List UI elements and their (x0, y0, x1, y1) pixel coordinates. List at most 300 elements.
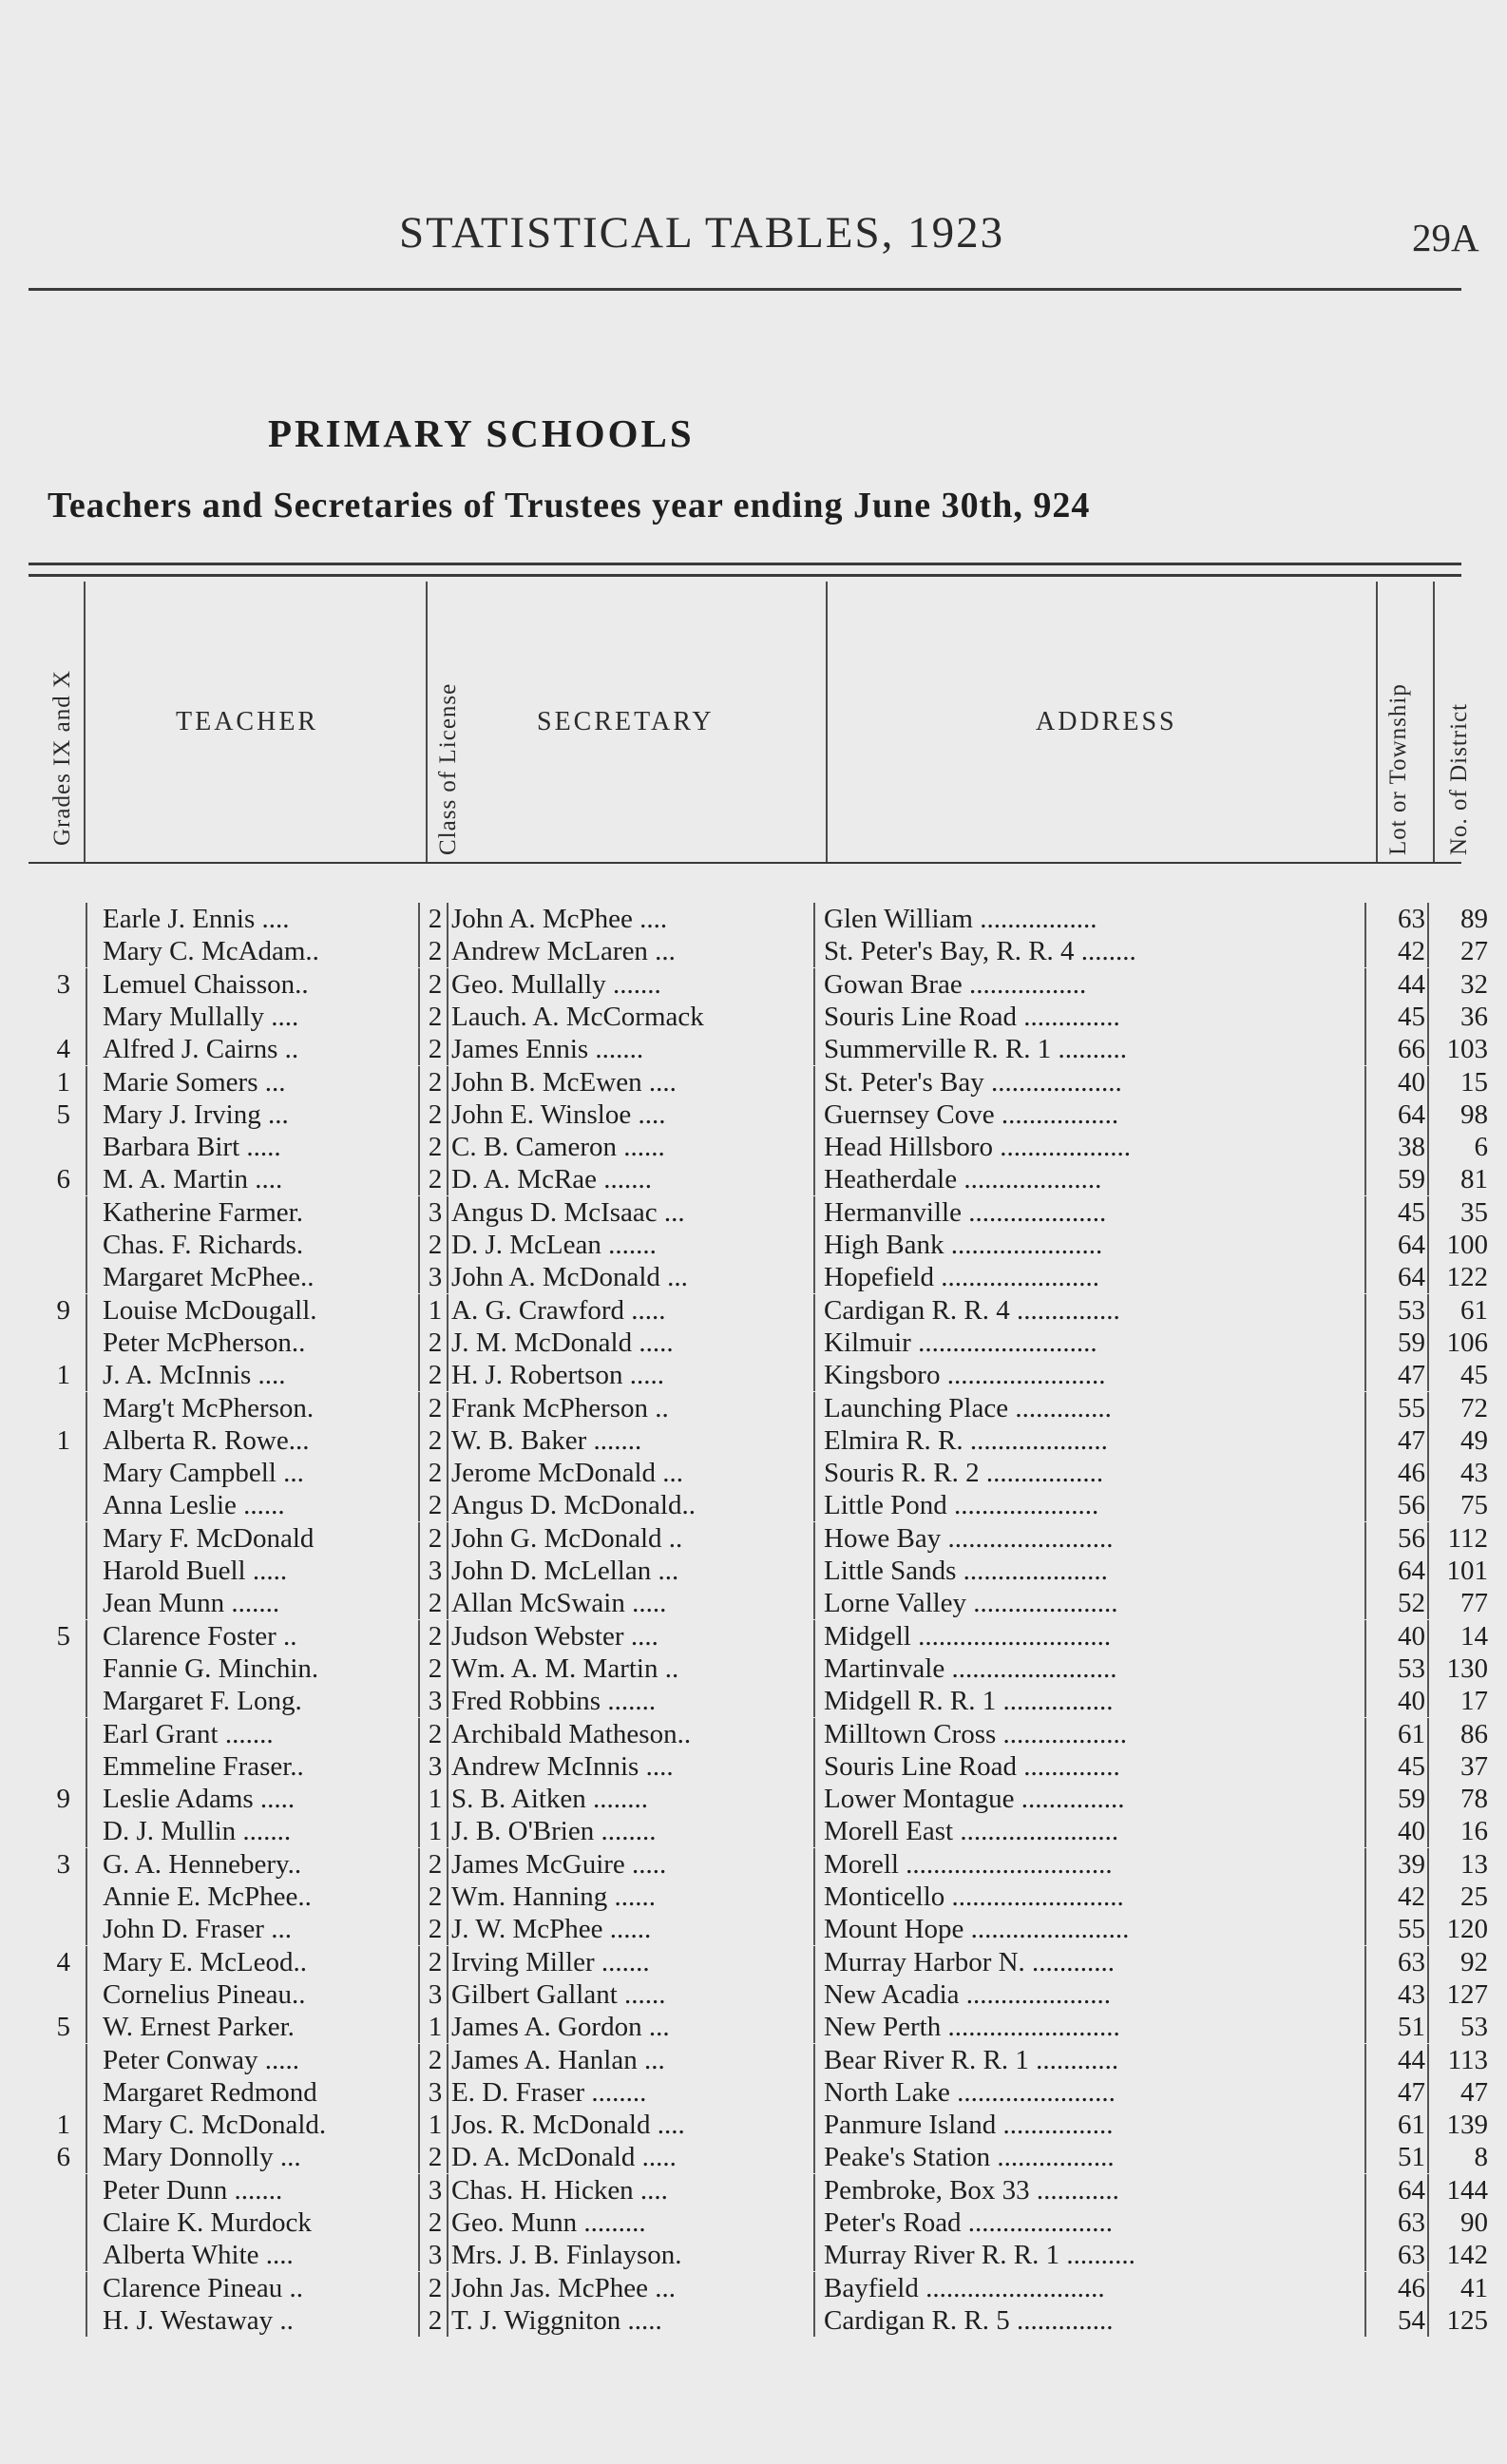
license-class-cell: 2 (428, 2272, 443, 2303)
row-divider (813, 1131, 815, 1163)
row-divider (1364, 1750, 1366, 1783)
row-divider (447, 1392, 448, 1424)
secretary-cell: T. J. Wiggniton ..... (451, 2304, 662, 2336)
secretary-cell: John A. McPhee .... (451, 904, 668, 934)
grade-cell: 6 (56, 2142, 70, 2173)
teacher-cell: Margaret F. Long. (103, 1686, 302, 1717)
district-cell: 17 (1460, 1686, 1488, 1717)
secretary-cell: Irving Miller ....... (451, 1946, 650, 1977)
row-divider (447, 1489, 448, 1521)
row-divider (86, 903, 87, 935)
license-class-cell: 3 (428, 1196, 443, 1228)
district-cell: 14 (1460, 1620, 1488, 1652)
row-divider (1427, 1066, 1429, 1098)
row-divider (86, 1913, 87, 1945)
license-class-cell: 2 (428, 1522, 443, 1554)
row-divider (86, 2011, 87, 2043)
district-cell: 103 (1446, 1034, 1488, 1065)
row-divider (1364, 1098, 1366, 1131)
address-cell: Souris Line Road .............. (824, 1001, 1120, 1032)
district-cell: 98 (1460, 1098, 1488, 1130)
district-cell: 112 (1447, 1522, 1488, 1554)
secretary-cell: D. J. McLean ....... (451, 1230, 657, 1260)
grade-cell: 9 (56, 1294, 70, 1326)
license-class-cell: 2 (428, 1881, 443, 1912)
row-divider (1364, 1718, 1366, 1750)
row-divider (418, 2272, 420, 2304)
address-cell: North Lake ....................... (824, 2076, 1116, 2108)
district-cell: 41 (1460, 2272, 1488, 2303)
row-divider (813, 1001, 815, 1033)
row-divider (813, 2174, 815, 2206)
grade-cell: 1 (56, 1066, 70, 1098)
grade-cell: 9 (56, 1784, 70, 1815)
row-divider (447, 1587, 448, 1619)
table-row (0, 1457, 1507, 1489)
table-row (0, 1522, 1507, 1555)
table-row (0, 1489, 1507, 1521)
lot-cell: 61 (1398, 2110, 1425, 2141)
table-row (0, 2011, 1507, 2043)
row-divider (813, 1978, 815, 2011)
row-divider (86, 1522, 87, 1555)
district-cell: 81 (1460, 1164, 1488, 1195)
row-divider (418, 2304, 420, 2337)
row-divider (813, 968, 815, 1001)
table-row (0, 2044, 1507, 2076)
row-divider (418, 1359, 420, 1391)
teacher-cell: Louise McDougall. (103, 1294, 317, 1326)
lot-cell: 63 (1398, 1946, 1425, 1977)
district-cell: 130 (1446, 1652, 1488, 1684)
teacher-cell: Clarence Foster .. (103, 1620, 297, 1652)
row-divider (86, 1946, 87, 1978)
license-class-cell: 2 (428, 1066, 443, 1098)
row-divider (86, 1848, 87, 1881)
row-divider (447, 935, 448, 967)
row-divider (86, 1750, 87, 1783)
license-class-cell: 2 (428, 1034, 443, 1065)
lot-cell: 54 (1398, 2304, 1425, 2336)
row-divider (447, 1327, 448, 1359)
row-divider (813, 1848, 815, 1881)
row-divider (447, 1522, 448, 1555)
row-divider (418, 1033, 420, 1065)
row-divider (86, 1066, 87, 1098)
row-divider (1427, 1815, 1429, 1847)
teacher-cell: Marg't McPherson. (103, 1392, 315, 1423)
address-cell: Lower Montague ............... (824, 1784, 1125, 1815)
row-divider (447, 1718, 448, 1750)
teacher-cell: G. A. Hennebery.. (103, 1848, 302, 1880)
license-class-cell: 3 (428, 1686, 443, 1717)
table-row (0, 1359, 1507, 1391)
license-class-cell: 2 (428, 1652, 443, 1684)
grade-cell: 5 (56, 2012, 70, 2043)
row-divider (1364, 2272, 1366, 2304)
lot-cell: 45 (1398, 1001, 1425, 1032)
address-cell: Peake's Station ................. (824, 2142, 1115, 2173)
top-rule (29, 288, 1461, 291)
row-divider (1427, 935, 1429, 967)
row-divider (1427, 1131, 1429, 1163)
row-divider (813, 1587, 815, 1619)
table-row (0, 1294, 1507, 1327)
district-cell: 125 (1446, 2304, 1488, 2336)
row-divider (1427, 1392, 1429, 1424)
row-divider (1364, 2109, 1366, 2141)
page-number: 29A (1412, 216, 1479, 259)
row-divider (1364, 1946, 1366, 1978)
teacher-cell: Annie E. McPhee.. (103, 1881, 312, 1912)
column-divider (426, 582, 428, 862)
grade-cell: 5 (56, 1098, 70, 1130)
row-divider (1364, 2206, 1366, 2239)
table-row (0, 1098, 1507, 1131)
address-cell: Bayfield .......................... (824, 2272, 1105, 2303)
license-class-cell: 2 (428, 1490, 443, 1521)
secretary-cell: James A. Hanlan ... (451, 2044, 665, 2075)
address-cell: Hermanville .................... (824, 1196, 1107, 1228)
table-row (0, 1718, 1507, 1750)
row-divider (813, 1359, 815, 1391)
row-divider (418, 1424, 420, 1457)
secretary-cell: Mrs. J. B. Finlayson. (451, 2240, 682, 2271)
row-divider (1364, 1978, 1366, 2011)
header-district: No. of District (1446, 702, 1472, 855)
row-divider (86, 1001, 87, 1033)
table-row (0, 935, 1507, 967)
row-divider (86, 1131, 87, 1163)
table-row (0, 1783, 1507, 1815)
secretary-cell: Angus D. McDonald.. (451, 1490, 696, 1521)
lot-cell: 64 (1398, 2174, 1425, 2206)
row-divider (1364, 1913, 1366, 1945)
license-class-cell: 2 (428, 1424, 443, 1456)
teacher-cell: Mary J. Irving ... (103, 1098, 289, 1130)
secretary-cell: James Ennis ....... (451, 1034, 644, 1065)
district-cell: 139 (1446, 2110, 1488, 2141)
lot-cell: 59 (1398, 1784, 1425, 1815)
row-divider (86, 2206, 87, 2239)
license-class-cell: 1 (428, 2012, 443, 2043)
district-cell: 90 (1460, 2207, 1488, 2238)
lot-cell: 38 (1398, 1132, 1425, 1163)
row-divider (86, 2141, 87, 2173)
address-cell: Martinvale ........................ (824, 1652, 1117, 1684)
license-class-cell: 1 (428, 1816, 443, 1847)
row-divider (1427, 2044, 1429, 2076)
row-divider (813, 1098, 815, 1131)
license-class-cell: 2 (428, 2207, 443, 2238)
row-divider (86, 1359, 87, 1391)
license-class-cell: 2 (428, 2304, 443, 2336)
lot-cell: 40 (1398, 1816, 1425, 1847)
section-title: PRIMARY SCHOOLS (268, 411, 695, 455)
row-divider (418, 1881, 420, 1913)
row-divider (1364, 1327, 1366, 1359)
secretary-cell: John G. McDonald .. (451, 1522, 683, 1554)
row-divider (418, 1229, 420, 1261)
district-cell: 144 (1446, 2174, 1488, 2206)
row-divider (86, 2272, 87, 2304)
license-class-cell: 2 (428, 936, 443, 967)
license-class-cell: 2 (428, 1132, 443, 1163)
row-divider (86, 1327, 87, 1359)
row-divider (1364, 1261, 1366, 1293)
row-divider (1427, 1913, 1429, 1945)
row-divider (1427, 968, 1429, 1001)
row-divider (813, 1229, 815, 1261)
row-divider (813, 1163, 815, 1195)
row-divider (813, 2011, 815, 2043)
secretary-cell: Frank McPherson .. (451, 1392, 669, 1423)
secretary-cell: Gilbert Gallant ...... (451, 1978, 666, 2010)
address-cell: Summerville R. R. 1 .......... (824, 1034, 1127, 1065)
license-class-cell: 3 (428, 2174, 443, 2206)
district-cell: 127 (1446, 1978, 1488, 2010)
row-divider (447, 903, 448, 935)
row-divider (1427, 1652, 1429, 1685)
row-divider (447, 1881, 448, 1913)
address-cell: Murray Harbor N. ............ (824, 1946, 1116, 1977)
row-divider (813, 1522, 815, 1555)
row-divider (418, 1261, 420, 1293)
row-divider (1427, 903, 1429, 935)
table-row (0, 1229, 1507, 1261)
secretary-cell: Geo. Munn ......... (451, 2207, 646, 2238)
row-divider (86, 935, 87, 967)
lot-cell: 46 (1398, 1458, 1425, 1489)
license-class-cell: 2 (428, 1360, 443, 1391)
row-divider (418, 935, 420, 967)
row-divider (447, 1229, 448, 1261)
row-divider (1364, 935, 1366, 967)
row-divider (1364, 1457, 1366, 1489)
license-class-cell: 2 (428, 1620, 443, 1652)
row-divider (813, 935, 815, 967)
header-class: Class of License (435, 682, 461, 855)
row-divider (1427, 2239, 1429, 2271)
row-divider (1364, 1685, 1366, 1717)
secretary-cell: S. B. Aitken ........ (451, 1784, 649, 1815)
teacher-cell: Mary F. McDonald (103, 1522, 315, 1554)
row-divider (813, 1718, 815, 1750)
row-divider (86, 1652, 87, 1685)
row-divider (447, 2304, 448, 2337)
district-cell: 25 (1460, 1881, 1488, 1912)
row-divider (1364, 2304, 1366, 2337)
lot-cell: 43 (1398, 1978, 1425, 2010)
lot-cell: 63 (1398, 2207, 1425, 2238)
row-divider (1427, 1587, 1429, 1619)
row-divider (447, 2239, 448, 2271)
row-divider (1427, 1229, 1429, 1261)
row-divider (447, 2141, 448, 2173)
district-cell: 86 (1460, 1718, 1488, 1749)
header-lot: Lot or Township (1385, 683, 1411, 855)
table-row (0, 1066, 1507, 1098)
row-divider (86, 1098, 87, 1131)
address-cell: Hopefield ....................... (824, 1262, 1099, 1293)
lot-cell: 40 (1398, 1066, 1425, 1098)
license-class-cell: 2 (428, 1588, 443, 1619)
secretary-cell: Andrew McLaren ... (451, 936, 676, 967)
row-divider (1427, 1359, 1429, 1391)
row-divider (447, 1848, 448, 1881)
row-divider (447, 2076, 448, 2109)
teacher-cell: Chas. F. Richards. (103, 1230, 304, 1260)
table-row (0, 2174, 1507, 2206)
lot-cell: 51 (1398, 2142, 1425, 2173)
address-cell: Milltown Cross .................. (824, 1718, 1128, 1749)
district-cell: 120 (1446, 1914, 1488, 1945)
row-divider (813, 1489, 815, 1521)
row-divider (447, 1978, 448, 2011)
license-class-cell: 2 (428, 2044, 443, 2075)
row-divider (86, 1424, 87, 1457)
table-row (0, 2206, 1507, 2239)
lot-cell: 47 (1398, 2076, 1425, 2108)
row-divider (447, 1294, 448, 1327)
row-divider (1427, 1001, 1429, 1033)
row-divider (447, 968, 448, 1001)
row-divider (1427, 2206, 1429, 2239)
header-rule-top (29, 563, 1461, 565)
row-divider (418, 1522, 420, 1555)
teacher-cell: J. A. McInnis .... (103, 1360, 286, 1391)
secretary-cell: Fred Robbins ....... (451, 1686, 657, 1717)
section-subtitle: Teachers and Secretaries of Trustees year ending June 30th, 924 (48, 486, 1091, 525)
row-divider (418, 2174, 420, 2206)
row-divider (813, 1750, 815, 1783)
row-divider (1364, 1848, 1366, 1881)
row-divider (1364, 1587, 1366, 1619)
row-divider (813, 2206, 815, 2239)
lot-cell: 39 (1398, 1848, 1425, 1880)
row-divider (1364, 2044, 1366, 2076)
row-divider (86, 1392, 87, 1424)
row-divider (1364, 1522, 1366, 1555)
license-class-cell: 3 (428, 1262, 443, 1293)
address-cell: Elmira R. R. .................... (824, 1424, 1108, 1456)
secretary-cell: D. A. McDonald ..... (451, 2142, 677, 2173)
row-divider (418, 1066, 420, 1098)
teacher-cell: Margaret McPhee.. (103, 1262, 315, 1293)
address-cell: Kilmuir .......................... (824, 1327, 1097, 1358)
teacher-cell: Fannie G. Minchin. (103, 1652, 319, 1684)
district-cell: 101 (1446, 1556, 1488, 1586)
row-divider (418, 2109, 420, 2141)
table-row (0, 1424, 1507, 1457)
row-divider (86, 1163, 87, 1195)
row-divider (813, 1685, 815, 1717)
grade-cell: 3 (56, 968, 70, 1000)
district-cell: 61 (1460, 1294, 1488, 1326)
secretary-cell: Allan McSwain ..... (451, 1588, 667, 1619)
address-cell: Heatherdale .................... (824, 1164, 1102, 1195)
row-divider (813, 1457, 815, 1489)
row-divider (418, 2141, 420, 2173)
license-class-cell: 2 (428, 1001, 443, 1032)
address-cell: St. Peter's Bay, R. R. 4 ........ (824, 936, 1136, 967)
table-row (0, 1555, 1507, 1587)
district-cell: 89 (1460, 904, 1488, 934)
lot-cell: 42 (1398, 936, 1425, 967)
row-divider (447, 1098, 448, 1131)
row-divider (813, 1033, 815, 1065)
row-divider (1427, 2304, 1429, 2337)
secretary-cell: J. W. McPhee ...... (451, 1914, 652, 1945)
district-cell: 43 (1460, 1458, 1488, 1489)
address-cell: Midgell ............................ (824, 1620, 1112, 1652)
lot-cell: 64 (1398, 1556, 1425, 1586)
row-divider (86, 2109, 87, 2141)
row-divider (813, 2239, 815, 2271)
district-cell: 8 (1474, 2142, 1488, 2173)
table-row (0, 1001, 1507, 1033)
header-rule-second (29, 574, 1461, 577)
row-divider (418, 1392, 420, 1424)
lot-cell: 63 (1398, 2240, 1425, 2271)
teacher-cell: Barbara Birt ..... (103, 1132, 281, 1163)
row-divider (447, 1913, 448, 1945)
district-cell: 32 (1460, 968, 1488, 1000)
table-row (0, 1131, 1507, 1163)
row-divider (86, 2174, 87, 2206)
row-divider (447, 1652, 448, 1685)
row-divider (447, 1001, 448, 1033)
table-row (0, 1750, 1507, 1783)
row-divider (1427, 1978, 1429, 2011)
address-cell: Souris R. R. 2 ................. (824, 1458, 1104, 1489)
row-divider (418, 1163, 420, 1195)
row-divider (1427, 1424, 1429, 1457)
grade-cell: 4 (56, 1034, 70, 1065)
column-divider (1433, 582, 1435, 862)
table-row (0, 903, 1507, 935)
address-cell: Launching Place .............. (824, 1392, 1112, 1423)
table-row (0, 1163, 1507, 1195)
row-divider (813, 2109, 815, 2141)
table-row (0, 1587, 1507, 1619)
table-row (0, 1327, 1507, 1359)
row-divider (86, 1229, 87, 1261)
row-divider (813, 1913, 815, 1945)
row-divider (1427, 2011, 1429, 2043)
teacher-cell: Mary E. McLeod.. (103, 1946, 308, 1977)
table-row (0, 1848, 1507, 1881)
row-divider (447, 1457, 448, 1489)
row-divider (86, 1685, 87, 1717)
row-divider (1427, 1555, 1429, 1587)
row-divider (447, 2044, 448, 2076)
row-divider (418, 1913, 420, 1945)
table-row (0, 2304, 1507, 2337)
district-cell: 106 (1446, 1327, 1488, 1358)
row-divider (86, 1294, 87, 1327)
row-divider (1427, 1848, 1429, 1881)
row-divider (418, 1327, 420, 1359)
row-divider (86, 2304, 87, 2337)
table-row (0, 2272, 1507, 2304)
teacher-cell: Mary C. McDonald. (103, 2110, 327, 2141)
row-divider (418, 1946, 420, 1978)
row-divider (1364, 1359, 1366, 1391)
district-cell: 27 (1460, 936, 1488, 967)
district-cell: 37 (1460, 1750, 1488, 1782)
address-cell: Kingsboro ....................... (824, 1360, 1106, 1391)
